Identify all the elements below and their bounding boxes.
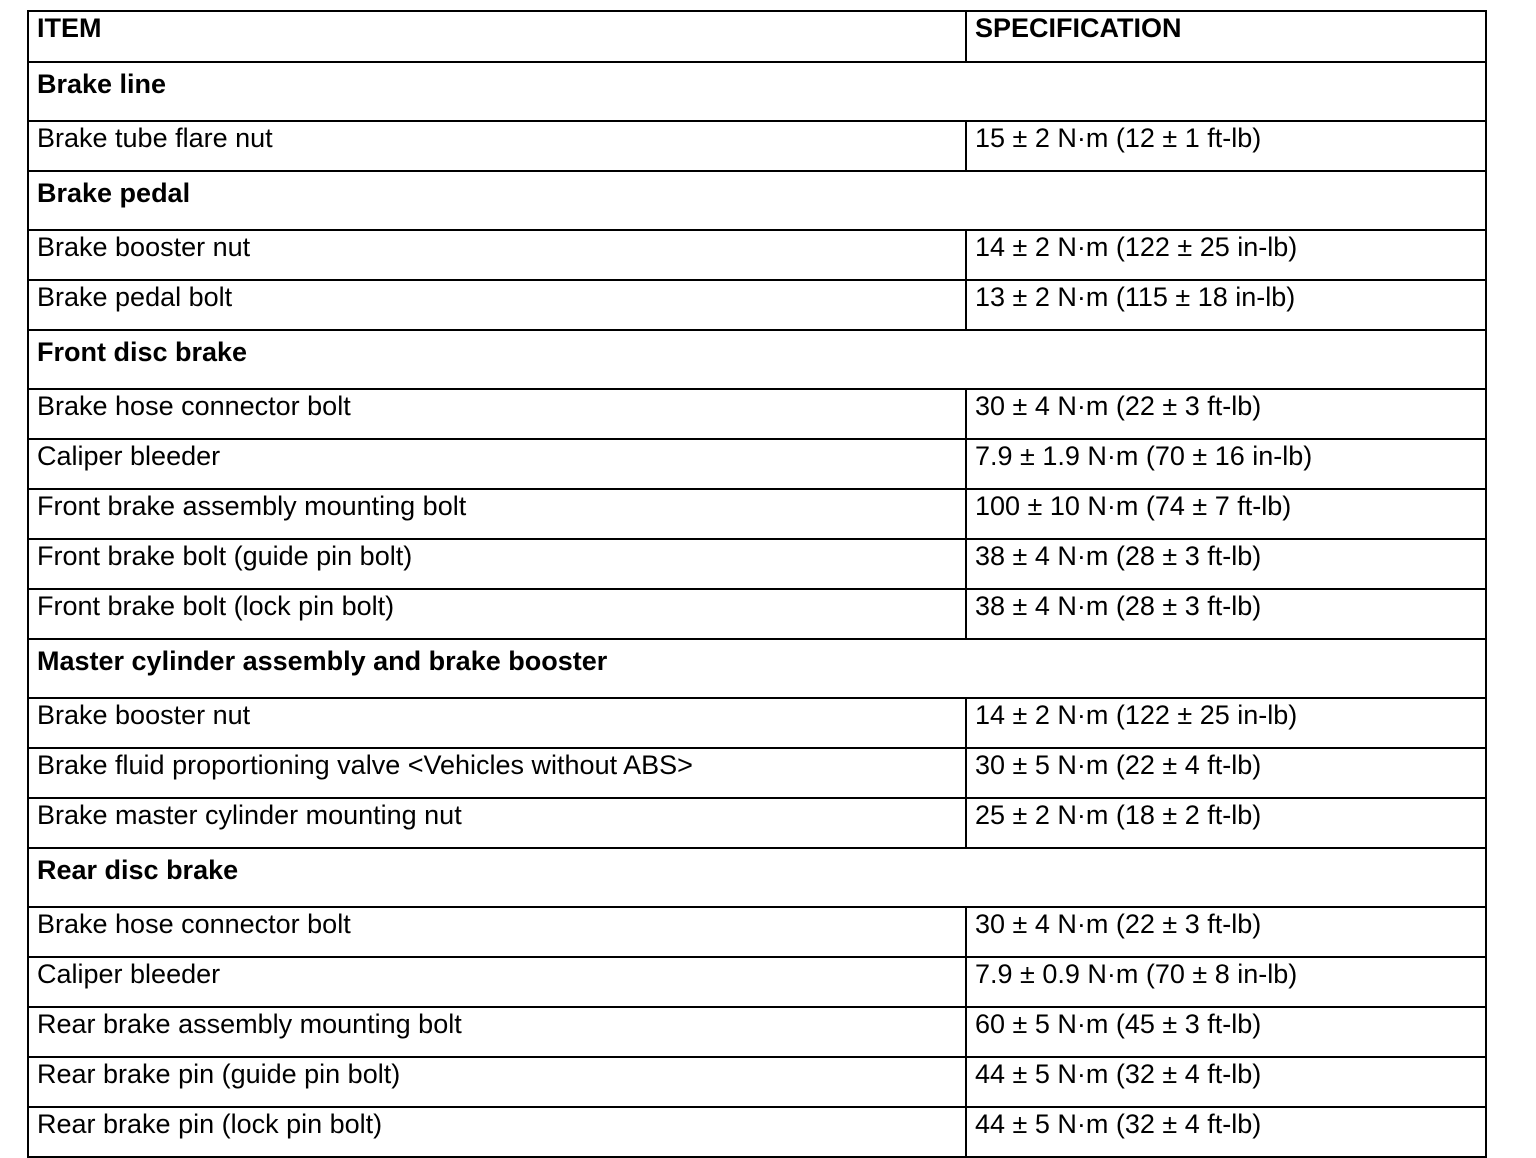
table-header-row — [28, 11, 1486, 62]
table-row — [28, 1057, 1486, 1107]
spec-cell: 30 ± 4 N·m (22 ± 3 ft-lb) — [966, 907, 1486, 957]
table-row — [28, 121, 1486, 171]
item-cell: Rear brake pin (lock pin bolt) — [28, 1107, 966, 1157]
section-title: Brake line — [28, 62, 1486, 121]
table-row — [28, 489, 1486, 539]
spec-cell: 15 ± 2 N·m (12 ± 1 ft-lb) — [966, 121, 1486, 171]
table-row — [28, 539, 1486, 589]
spec-cell: 14 ± 2 N·m (122 ± 25 in-lb) — [966, 698, 1486, 748]
section-row — [28, 330, 1486, 389]
item-cell: Brake hose connector bolt — [28, 907, 966, 957]
spec-cell: 44 ± 5 N·m (32 ± 4 ft-lb) — [966, 1057, 1486, 1107]
section-title: Master cylinder assembly and brake booster — [28, 639, 1486, 698]
spec-cell: 7.9 ± 0.9 N·m (70 ± 8 in-lb) — [966, 957, 1486, 1007]
section-row — [28, 848, 1486, 907]
table-row — [28, 589, 1486, 639]
spec-cell: 30 ± 5 N·m (22 ± 4 ft-lb) — [966, 748, 1486, 798]
item-cell: Caliper bleeder — [28, 439, 966, 489]
table-row — [28, 389, 1486, 439]
spec-cell: 25 ± 2 N·m (18 ± 2 ft-lb) — [966, 798, 1486, 848]
table-row — [28, 439, 1486, 489]
table-row — [28, 907, 1486, 957]
table-row — [28, 230, 1486, 280]
table-row — [28, 698, 1486, 748]
spec-cell: 14 ± 2 N·m (122 ± 25 in-lb) — [966, 230, 1486, 280]
section-title: Front disc brake — [28, 330, 1486, 389]
item-cell: Caliper bleeder — [28, 957, 966, 1007]
section-title: Rear disc brake — [28, 848, 1486, 907]
item-cell: Front brake assembly mounting bolt — [28, 489, 966, 539]
item-cell: Brake hose connector bolt — [28, 389, 966, 439]
table-row — [28, 957, 1486, 1007]
spec-cell: 13 ± 2 N·m (115 ± 18 in-lb) — [966, 280, 1486, 330]
spec-cell: 38 ± 4 N·m (28 ± 3 ft-lb) — [966, 539, 1486, 589]
table-row — [28, 748, 1486, 798]
section-row — [28, 171, 1486, 230]
item-cell: Brake booster nut — [28, 230, 966, 280]
item-cell: Brake master cylinder mounting nut — [28, 798, 966, 848]
section-title: Brake pedal — [28, 171, 1486, 230]
item-cell: Brake fluid proportioning valve <Vehicles without ABS> — [28, 748, 966, 798]
item-cell: Rear brake assembly mounting bolt — [28, 1007, 966, 1057]
spec-cell: 100 ± 10 N·m (74 ± 7 ft-lb) — [966, 489, 1486, 539]
item-cell: Front brake bolt (guide pin bolt) — [28, 539, 966, 589]
item-cell: Brake tube flare nut — [28, 121, 966, 171]
item-cell: Rear brake pin (guide pin bolt) — [28, 1057, 966, 1107]
torque-spec-table — [27, 10, 1487, 1158]
spec-cell: 44 ± 5 N·m (32 ± 4 ft-lb) — [966, 1107, 1486, 1157]
table-row — [28, 280, 1486, 330]
header-specification: SPECIFICATION — [966, 11, 1486, 62]
table-row — [28, 1107, 1486, 1157]
item-cell: Brake pedal bolt — [28, 280, 966, 330]
table-row — [28, 798, 1486, 848]
spec-cell: 30 ± 4 N·m (22 ± 3 ft-lb) — [966, 389, 1486, 439]
spec-cell: 60 ± 5 N·m (45 ± 3 ft-lb) — [966, 1007, 1486, 1057]
spec-table-body — [28, 11, 1486, 1157]
table-row — [28, 1007, 1486, 1057]
item-cell: Brake booster nut — [28, 698, 966, 748]
spec-cell: 38 ± 4 N·m (28 ± 3 ft-lb) — [966, 589, 1486, 639]
item-cell: Front brake bolt (lock pin bolt) — [28, 589, 966, 639]
section-row — [28, 639, 1486, 698]
header-item: ITEM — [28, 11, 966, 62]
section-row — [28, 62, 1486, 121]
spec-cell: 7.9 ± 1.9 N·m (70 ± 16 in-lb) — [966, 439, 1486, 489]
